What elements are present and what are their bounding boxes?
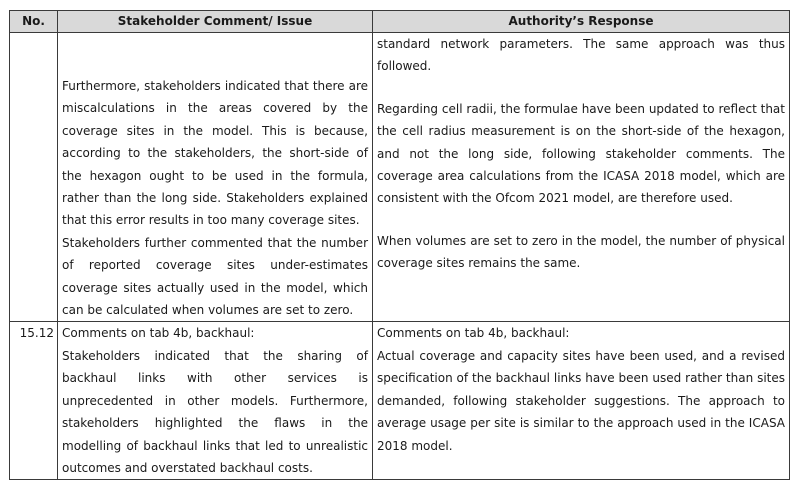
comment-paragraph: Furthermore, stakeholders indicated that there are miscalculations in the areas covered by the coverage sites in the model. This is because, according to the stakeholders, the short-side of the hexagon ought to be used in the formula, rather than the long side. Stakeholders explained that this error results in too many coverage sites.: [62, 79, 368, 228]
comment-paragraph: Stakeholders further commented that the number of reported coverage sites under-estimates coverage sites actually used in the model, which can be calculated when volumes are set to zero.: [62, 235, 368, 318]
response-paragraph: When volumes are set to zero in the model, the number of physical coverage sites remains the same.: [377, 233, 785, 271]
response-paragraph: standard network parameters. The same approach was thus followed.: [377, 37, 785, 74]
header-no: No.: [10, 11, 58, 33]
authority-response-cell: [373, 33, 790, 322]
comments-response-table: [9, 10, 790, 480]
response-paragraph: Actual coverage and capacity sites have been used, and a revised specification of the backhaul links have been used rather than sites demanded, following stakeholder suggestions. The approach to average usage per site is similar to the approach used in the ICASA 2018 model.: [377, 348, 785, 453]
table-row: [10, 33, 790, 322]
row-number: [10, 33, 58, 322]
header-stakeholder-comment: Stakeholder Comment/ Issue: [58, 11, 373, 33]
comment-title: Comments on tab 4b, backhaul:: [62, 326, 255, 341]
authority-response-cell: [373, 322, 790, 480]
response-paragraph: Regarding cell radii, the formulae have been updated to reflect that the cell radius measurement is on the short-side of the hexagon, and not the long side, following stakeholder comments. The coverage area calculations from the ICASA 2018 model, which are consistent with the Ofcom 2021 model, are therefore used.: [377, 101, 785, 206]
table-row: [10, 322, 790, 480]
row-number: 15.12: [10, 322, 58, 480]
stakeholder-comment-cell: [58, 322, 373, 480]
header-authority-response: Authority’s Response: [373, 11, 790, 33]
comment-paragraph: Stakeholders indicated that the sharing of backhaul links with other services is unprecedented in other models. Furthermore, stakeholders highlighted the flaws in the modelling of backhaul links that led to unrealistic outcomes and overstated backhaul costs.: [62, 348, 368, 475]
stakeholder-comment-cell: [58, 33, 373, 322]
response-title: Comments on tab 4b, backhaul:: [377, 326, 570, 341]
table-header-row: [10, 11, 790, 33]
